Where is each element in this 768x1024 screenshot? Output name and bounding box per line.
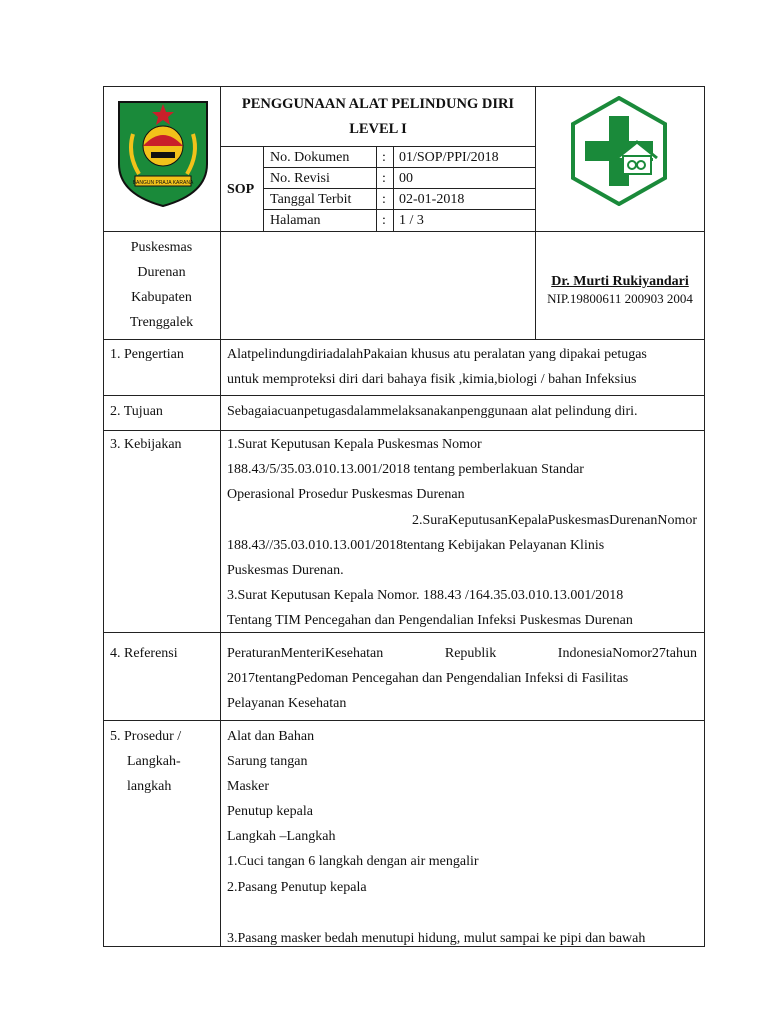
meta-value-doc-no: 01/SOP/PPI/2018 — [399, 150, 499, 165]
section-label-referensi: 4. Referensi — [110, 646, 178, 661]
meta-label-issue-date: Tanggal Terbit — [270, 192, 352, 207]
tujuan-line-1: Sebagaiacuanpetugasdalammelaksanakanpenggunaan alat pelindung diri. — [227, 404, 638, 419]
institution-line-2: Durenan — [137, 265, 186, 280]
table-border-right — [704, 86, 705, 947]
prosedur-item: 2.Pasang Penutup kepala — [227, 880, 367, 895]
institution-line-3: Kabupaten — [131, 290, 192, 305]
kebijakan-line-5: 188.43//35.03.010.13.001/2018tentang Kebijakan Pelayanan Klinis — [227, 538, 605, 553]
meta-label-page: Halaman — [270, 213, 321, 228]
section-label-prosedur-3: langkah — [127, 779, 172, 794]
section-label-prosedur-1: 5. Prosedur / — [110, 729, 182, 744]
prosedur-item: Sarung tangan — [227, 754, 308, 769]
signer-nip: NIP.19800611 200903 2004 — [547, 291, 693, 306]
table-border-left — [103, 86, 104, 947]
meta-value-page: 1 / 3 — [399, 213, 424, 228]
regency-emblem-logo — [113, 94, 213, 209]
kebijakan-line-1: 1.Surat Keputusan Kepala Puskesmas Nomor — [227, 437, 482, 452]
pengertian-line-1: AlatpelindungdiriadalahPakaian khusus atu peralatan yang dipakai petugas — [227, 347, 647, 362]
meta-label-doc-no: No. Dokumen — [270, 150, 350, 165]
prosedur-item: Penutup kepala — [227, 804, 313, 819]
sop-document — [103, 86, 705, 947]
signer-name: Dr. Murti Rukiyandari — [551, 274, 689, 289]
document-title-line1: PENGGUNAAN ALAT PELINDUNG DIRI — [241, 96, 515, 112]
row-line-5 — [103, 720, 705, 721]
kebijakan-line-7: 3.Surat Keputusan Kepala Nomor. 188.43 /164.35.03.010.13.001/2018 — [227, 588, 624, 603]
prosedur-last-line: 3.Pasang masker bedah menutupi hidung, mulut sampai ke pipi dan bawah — [227, 931, 646, 946]
document-title-line2: LEVEL I — [349, 121, 407, 137]
header-bottom-line — [103, 231, 705, 232]
referensi-line-1: PeraturanMenteriKesehatan Republik IndonesiaNomor27tahun — [227, 646, 697, 661]
puskesmas-logo — [571, 96, 667, 206]
referensi-line-2: 2017tentangPedoman Pencegahan dan Pengendalian Infeksi di Fasilitas — [227, 671, 629, 686]
meta-sep-revision: : — [382, 171, 386, 186]
row-line-3 — [103, 430, 705, 431]
row-line-1 — [103, 339, 705, 340]
kebijakan-line-4: 2.SuraKeputusanKepalaPuskesmasDurenanNomor — [412, 513, 697, 528]
meta-label-revision: No. Revisi — [270, 171, 330, 186]
prosedur-item: Alat dan Bahan — [227, 729, 315, 744]
section-label-prosedur-2: Langkah- — [127, 754, 181, 769]
section-label-tujuan: 2. Tujuan — [110, 404, 163, 419]
institution-line-4: Trenggalek — [129, 315, 194, 330]
meta-sep-issue-date: : — [382, 192, 386, 207]
prosedur-item: Masker — [227, 779, 269, 794]
section-label-pengertian: 1. Pengertian — [110, 347, 184, 362]
kebijakan-line-6: Puskesmas Durenan. — [227, 563, 344, 578]
prosedur-item: 1.Cuci tangan 6 langkah dengan air mengalir — [227, 854, 479, 869]
institution-line-1: Puskesmas — [130, 240, 193, 255]
meta-sep-page: : — [382, 213, 386, 228]
emblem-motto: BANGUN PRAJA KARANA — [132, 180, 194, 186]
prosedur-item: Langkah –Langkah — [227, 829, 336, 844]
sop-label: SOP — [227, 182, 255, 197]
meta-value-issue-date: 02-01-2018 — [399, 192, 465, 207]
referensi-line-3: Pelayanan Kesehatan — [227, 696, 347, 711]
meta-value-revision: 00 — [399, 171, 413, 186]
meta-sep-doc-no: : — [382, 150, 386, 165]
section-label-kebijakan: 3. Kebijakan — [110, 437, 182, 452]
pengertian-line-2: untuk memproteksi diri dari bahaya fisik ,kimia,biologi / bahan Infeksius — [227, 372, 637, 387]
kebijakan-line-8: Tentang TIM Pencegahan dan Pengendalian Infeksi Puskesmas Durenan — [227, 613, 633, 628]
row-line-2 — [103, 395, 705, 396]
kebijakan-line-2: 188.43/5/35.03.010.13.001/2018 tentang pemberlakuan Standar — [227, 462, 584, 477]
kebijakan-line-3: Operasional Prosedur Puskesmas Durenan — [227, 487, 465, 502]
table-border-top — [103, 86, 705, 87]
